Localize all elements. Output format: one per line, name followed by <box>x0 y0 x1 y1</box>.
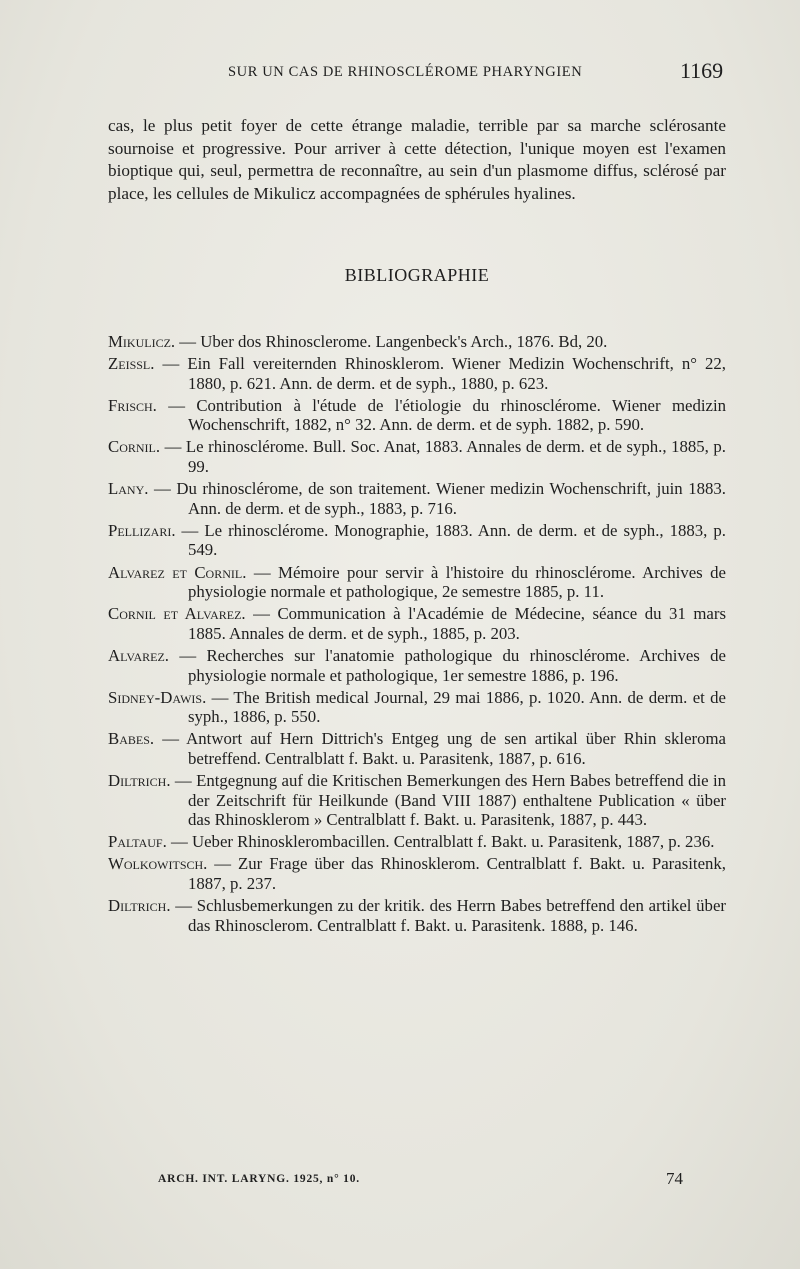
entry-text: — Ein Fall vereiternden Rhinosklerom. Wiener Medizin Wochenschrift, n° 22, 1880, p. 621. Ann. de derm. et de syph., 1880, p. 623. <box>154 354 726 393</box>
page-number: 1169 <box>680 58 724 83</box>
entry-author: Sidney-Dawis. <box>108 687 207 707</box>
bibliography-list <box>108 332 726 938</box>
entry-text: — Communication à l'Académie de Médecine, séance du 31 mars 1885. Annales de derm. et de syph., 1885, p. 203. <box>188 604 726 643</box>
entry-text: — Contribution à l'étude de l'étiologie du rhinosclérome. Wiener medizin Wochenschrift, 1882, n° 32. Ann. de derm. et de syph. 1882, p. 590. <box>156 395 726 435</box>
entry-author: Zeissl. <box>108 354 155 374</box>
bibliography-entry <box>108 521 726 560</box>
bibliography-entry <box>108 832 726 852</box>
bibliography-entry <box>108 896 726 935</box>
bibliography-entry <box>108 437 726 476</box>
entry-author: Alvarez. <box>108 645 169 665</box>
entry-text: — Entgegnung auf die Kritischen Bemerkungen des Hern Babes betreffend die in der Zeitschrift für Heilkunde (Band VIII 1887) enthaltene Publication « über das Rhinosklerom » Centralblatt f. Bakt. u. Parasitenk, 1887, p. 443. <box>170 770 726 830</box>
entry-text: — The British medical Journal, 29 mai 1886, p. 1020. Ann. de derm. et de syph., 1886, p. 550. <box>188 687 726 727</box>
entry-text: — Ueber Rhinosklerombacillen. Centralblatt f. Bakt. u. Parasitenk, 1887, p. 236. <box>166 832 715 852</box>
entry-author: Mikulicz. <box>108 332 176 351</box>
entry-text: — Recherches sur l'anatomie pathologique du rhinosclérome. Archives de physiologie normale et pathologique, 1er semestre 1886, p. 196. <box>169 645 726 685</box>
entry-author: Frisch. <box>108 395 157 415</box>
entry-author: Cornil. <box>108 437 161 457</box>
entry-author: Pellizari. <box>108 520 176 540</box>
bibliography-entry <box>108 729 726 768</box>
entry-text: — Schlusbemerkungen zu der kritik. des Herrn Babes betreffend den artikel über das Rhinosclerom. Centralblatt f. Bakt. u. Parasitenk. 1888, p. 146. <box>170 896 726 935</box>
journal-citation: ARCH. INT. LARYNG. 1925, n° 10. <box>158 1173 360 1185</box>
bibliography-entry <box>108 563 726 602</box>
running-title: SUR UN CAS DE RHINOSCLÉROME PHARYNGIEN <box>228 64 583 80</box>
entry-author: Alvarez et Cornil. <box>108 562 247 582</box>
entry-text: — Le rhinosclérome. Bull. Soc. Anat, 1883. Annales de derm. et de syph., 1885, p. 99. <box>160 437 726 477</box>
bibliography-entry <box>108 771 726 830</box>
bibliography-entry <box>108 332 726 352</box>
bibliography-entry <box>108 854 726 893</box>
bibliography-entry <box>108 354 726 393</box>
section-heading: BIBLIOGRAPHIE <box>344 265 490 285</box>
bibliography-entry <box>108 604 726 643</box>
entry-author: Diltrich. <box>108 770 171 790</box>
entry-text: — Antwort auf Hern Dittrich's Entgeg ung de sen artikal über Rhin skleroma betreffend. Centralblatt f. Bakt. u. Parasitenk, 1887, p. 616. <box>154 729 726 768</box>
entry-text: — Mémoire pour servir à l'histoire du rhinosclérome. Archives de physiologie normale et pathologique, 2e semestre 1885, p. 11. <box>188 562 726 602</box>
bibliography-entry <box>108 479 726 518</box>
entry-author: Paltauf. <box>108 832 167 852</box>
entry-author: Cornil et Alvarez. <box>108 604 246 624</box>
entry-author: Lany. <box>108 479 149 499</box>
bibliography-entry <box>108 688 726 727</box>
entry-text: — Uber dos Rhinosclerome. Langenbeck's Arch., 1876. Bd, 20. <box>175 332 608 351</box>
entry-author: Babes. <box>108 729 155 749</box>
bibliography-entry <box>108 396 726 435</box>
entry-text: — Du rhinosclérome, de son traitement. Wiener medizin Wochenschrift, juin 1883. Ann. de derm. et de syph., 1883, p. 716. <box>148 479 726 518</box>
running-head <box>0 58 800 88</box>
entry-text: — Zur Frage über das Rhinosklerom. Centralblatt f. Bakt. u. Parasitenk, 1887, p. 237. <box>188 854 726 893</box>
bibliography-entry <box>108 646 726 685</box>
signature-mark: 74 <box>666 1169 683 1188</box>
entry-text: — Le rhinosclérome. Monographie, 1883. Ann. de derm. et de syph., 1883, p. 549. <box>175 520 726 560</box>
entry-author: Wolkowitsch. <box>108 854 208 874</box>
entry-author: Diltrich. <box>108 896 171 916</box>
footer <box>158 1169 738 1193</box>
intro-paragraph: cas, le plus petit foyer de cette étrange maladie, terrible par sa marche sclérosante sournoise et progressive. Pour arriver à cette détection, l'unique moyen est l'examen bioptique qui, seul, permettra de reconnaître, au sein d'un plasmome diffus, sclérosé par place, les cellules de Mikulicz accompagnées de sphérules hyalines. <box>108 116 726 203</box>
